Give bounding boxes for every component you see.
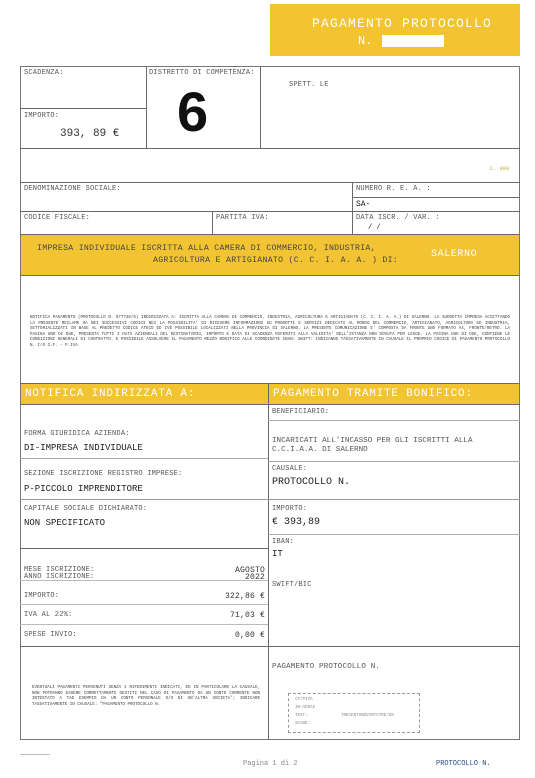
right-panel-header xyxy=(269,384,519,404)
causale-label: CAUSALE: xyxy=(272,465,308,473)
footer-protocollo: PROTOCOLLO N. xyxy=(436,760,491,768)
capitale-value: NON SPECIFICATO xyxy=(24,518,106,528)
distretto-label: DISTRETTO DI COMPETENZA: xyxy=(149,69,255,77)
partita-iva-label: PARTITA IVA: xyxy=(216,214,269,222)
importo-r-value: € 393,89 xyxy=(272,517,321,528)
receipt-line-4: SCADE: xyxy=(295,722,311,726)
banner-city: SALERNO xyxy=(431,249,478,260)
iva-label: IVA AL 22%: xyxy=(24,611,73,619)
codice-fiscale-label: CODICE FISCALE: xyxy=(24,214,91,222)
pagamento-label: PAGAMENTO PROTOCOLLO N. xyxy=(272,663,381,671)
importo-row-label: IMPORTO: xyxy=(24,592,60,600)
data-iscr-value: / / xyxy=(368,224,381,232)
sezione-value: P-PICCOLO IMPRENDITORE xyxy=(24,484,143,494)
sezione-label: SEZIONE ISCRIZIONE REGISTRO IMPRESE: xyxy=(24,470,183,478)
banner-line-1: IMPRESA INDIVIDUALE ISCRITTA ALLA CAMERA DI COMMERCIO, INDUSTRIA, xyxy=(37,244,376,253)
importo-label: IMPORTO: xyxy=(24,112,60,120)
banner-line-2: AGRICOLTURA E ARTIGIANATO (C. C. I. A. A. ) DI: xyxy=(153,256,399,265)
spese-label: SPESE INVIO: xyxy=(24,631,77,639)
distretto-value: 6 xyxy=(177,80,209,143)
swift-label: SWIFT/BIC xyxy=(272,581,312,589)
notice-text: NOTIFICA PAGAMENTO (PROTOCOLLO N. 877730/5) INDIRIZZATA A: ISCRITTA ALLA CAMERA DI COMMERCIO, INDUSTRIA, AGRICOLTURA E ARTIGIANATO (C. C. I. A. A.) DI SALERNO. LA SUDDETTA IMPRESA ACCETTANDO LA PRESENTE RECLAME HA NEI SUCCESSIVI CODICI NEI LA POSSIBILITA' DI RICEVERE INFORMAZIONI SU PRODOTTI E SERVIZI DEDICATI AL MONDO DEL COMMERCIO, ARTIGIANATO, AGRICOLTURA ED INDUSTRIA, SETTORIALIZZATI IN BASE AL PREDETTO CODICE ATECO ED IVE POSSIBILE LOCALIZZATI NELLA PROVINCIA DI SALERNO. LA PRESENTE COMUNICAZIONE E' COMPOSTA DA FRONTE UNO FORMATO A4, FRONTE/RETRO. LA PAGINA UNO DI DUE, PRESENTA TUTTI I DATI AZIENDALI DEL DESTINATARIO, IMPORTO E DATA DI SCADENZA RIFERITI ALLA VALIDITA' DELL'ISTANZA NON DOVUTA PER LEGGE. LA PAGINA DUE DI DUE, CONTIENE LE CONDIZIONI GENERALI DI CONTRATTO. E POSSIBILE ASSOLVERE IL PAGAMENTO MEZZO BONIFICO ALLE COORDINATE IBAN: SWIFT: INDICANDO TASSATIVAMENTE IN CAUSALE IL PROPRIO CODICE DI PAGAMENTO PROTOCOLLO N. I/O C.F. - P.IVA xyxy=(30,316,510,348)
chamber-banner xyxy=(21,235,519,275)
data-iscr-label: DATA ISCR. / VAR. : xyxy=(356,214,440,222)
iva-value: 71,03 € xyxy=(229,611,265,620)
left-panel-title: NOTIFICA INDIRIZZATA A: xyxy=(25,388,196,400)
rea-label: NUMERO R. E. A. : xyxy=(356,185,431,193)
header-title: PAGAMENTO PROTOCOLLO xyxy=(312,16,493,31)
importo-row-value: 322,86 € xyxy=(224,592,265,601)
beneficiario-label: BENEFICIARIO: xyxy=(272,408,330,416)
rea-value: SA- xyxy=(356,200,371,209)
receipt-line-2: IN-ADDAS xyxy=(295,706,316,710)
page-number: Pagina 1 di 2 xyxy=(243,760,298,768)
forma-value: DI-IMPRESA INDIVIDUALE xyxy=(24,443,143,453)
spese-value: 0,00 € xyxy=(234,631,265,640)
left-panel-header xyxy=(21,384,268,404)
right-panel-title: PAGAMENTO TRAMITE BONIFICO: xyxy=(273,388,473,400)
anno-label: ANNO ISCRIZIONE: xyxy=(24,573,95,581)
anno-value: 2022 xyxy=(244,573,265,582)
receipt-line-1: CF/PIVA xyxy=(295,698,313,702)
mese-label: MESE ISCRIZIONE: xyxy=(24,566,95,574)
forma-label: FORMA GIURIDICA AZIENDA: xyxy=(24,430,130,438)
mese-value: AGOSTO xyxy=(234,566,265,575)
iban-value: IT xyxy=(272,549,283,559)
receipt-value: TRECENTONOVANTATRE/89 xyxy=(341,714,394,718)
denominazione-label: DENOMINAZIONE SOCIALE: xyxy=(24,185,121,193)
small-code: C. 000 xyxy=(490,166,510,172)
causale-value: PROTOCOLLO N. xyxy=(272,477,351,488)
redacted-number xyxy=(382,35,444,47)
importo-value: 393, 89 € xyxy=(60,128,120,140)
header-number-prefix: N. xyxy=(358,34,373,48)
iban-label: IBAN: xyxy=(272,538,295,546)
capitale-label: CAPITALE SOCIALE DICHIARATO: xyxy=(24,505,148,513)
header-banner xyxy=(270,4,520,56)
beneficiario-value: INCARICATI ALL'INCASSO PER GLI ISCRITTI ALLA C.C.I.A.A. DI SALERNO xyxy=(272,437,473,454)
importo-r-label: IMPORTO: xyxy=(272,505,308,513)
receipt-line-3: TEST: xyxy=(295,714,308,718)
receipt-box xyxy=(288,693,420,733)
scadenza-label: SCADENZA: xyxy=(24,69,64,77)
spett-label: SPETT. LE xyxy=(289,81,329,89)
disclaimer-text: EVENTUALI PAGAMENTI PERVENUTI SENZA I RIFERIMENTI INDICATI, ED IN PARTICOLARE LA CAUSALE, NON POTRANNO ESSERE CORRETTAMENTE DESTITI NEL CASO DI PAGAMENTO DA UN CONTO CORRENTE NON INTESTATO A TAD ESEMPIO DA UN CONTO PERSONALE O/O DI UN'ALTRA SOCIETA'; INDICARE TASSATIVAMENTE IN CAUSALE: "PAGAMENTO PROTOCOLLO N. xyxy=(32,686,260,707)
